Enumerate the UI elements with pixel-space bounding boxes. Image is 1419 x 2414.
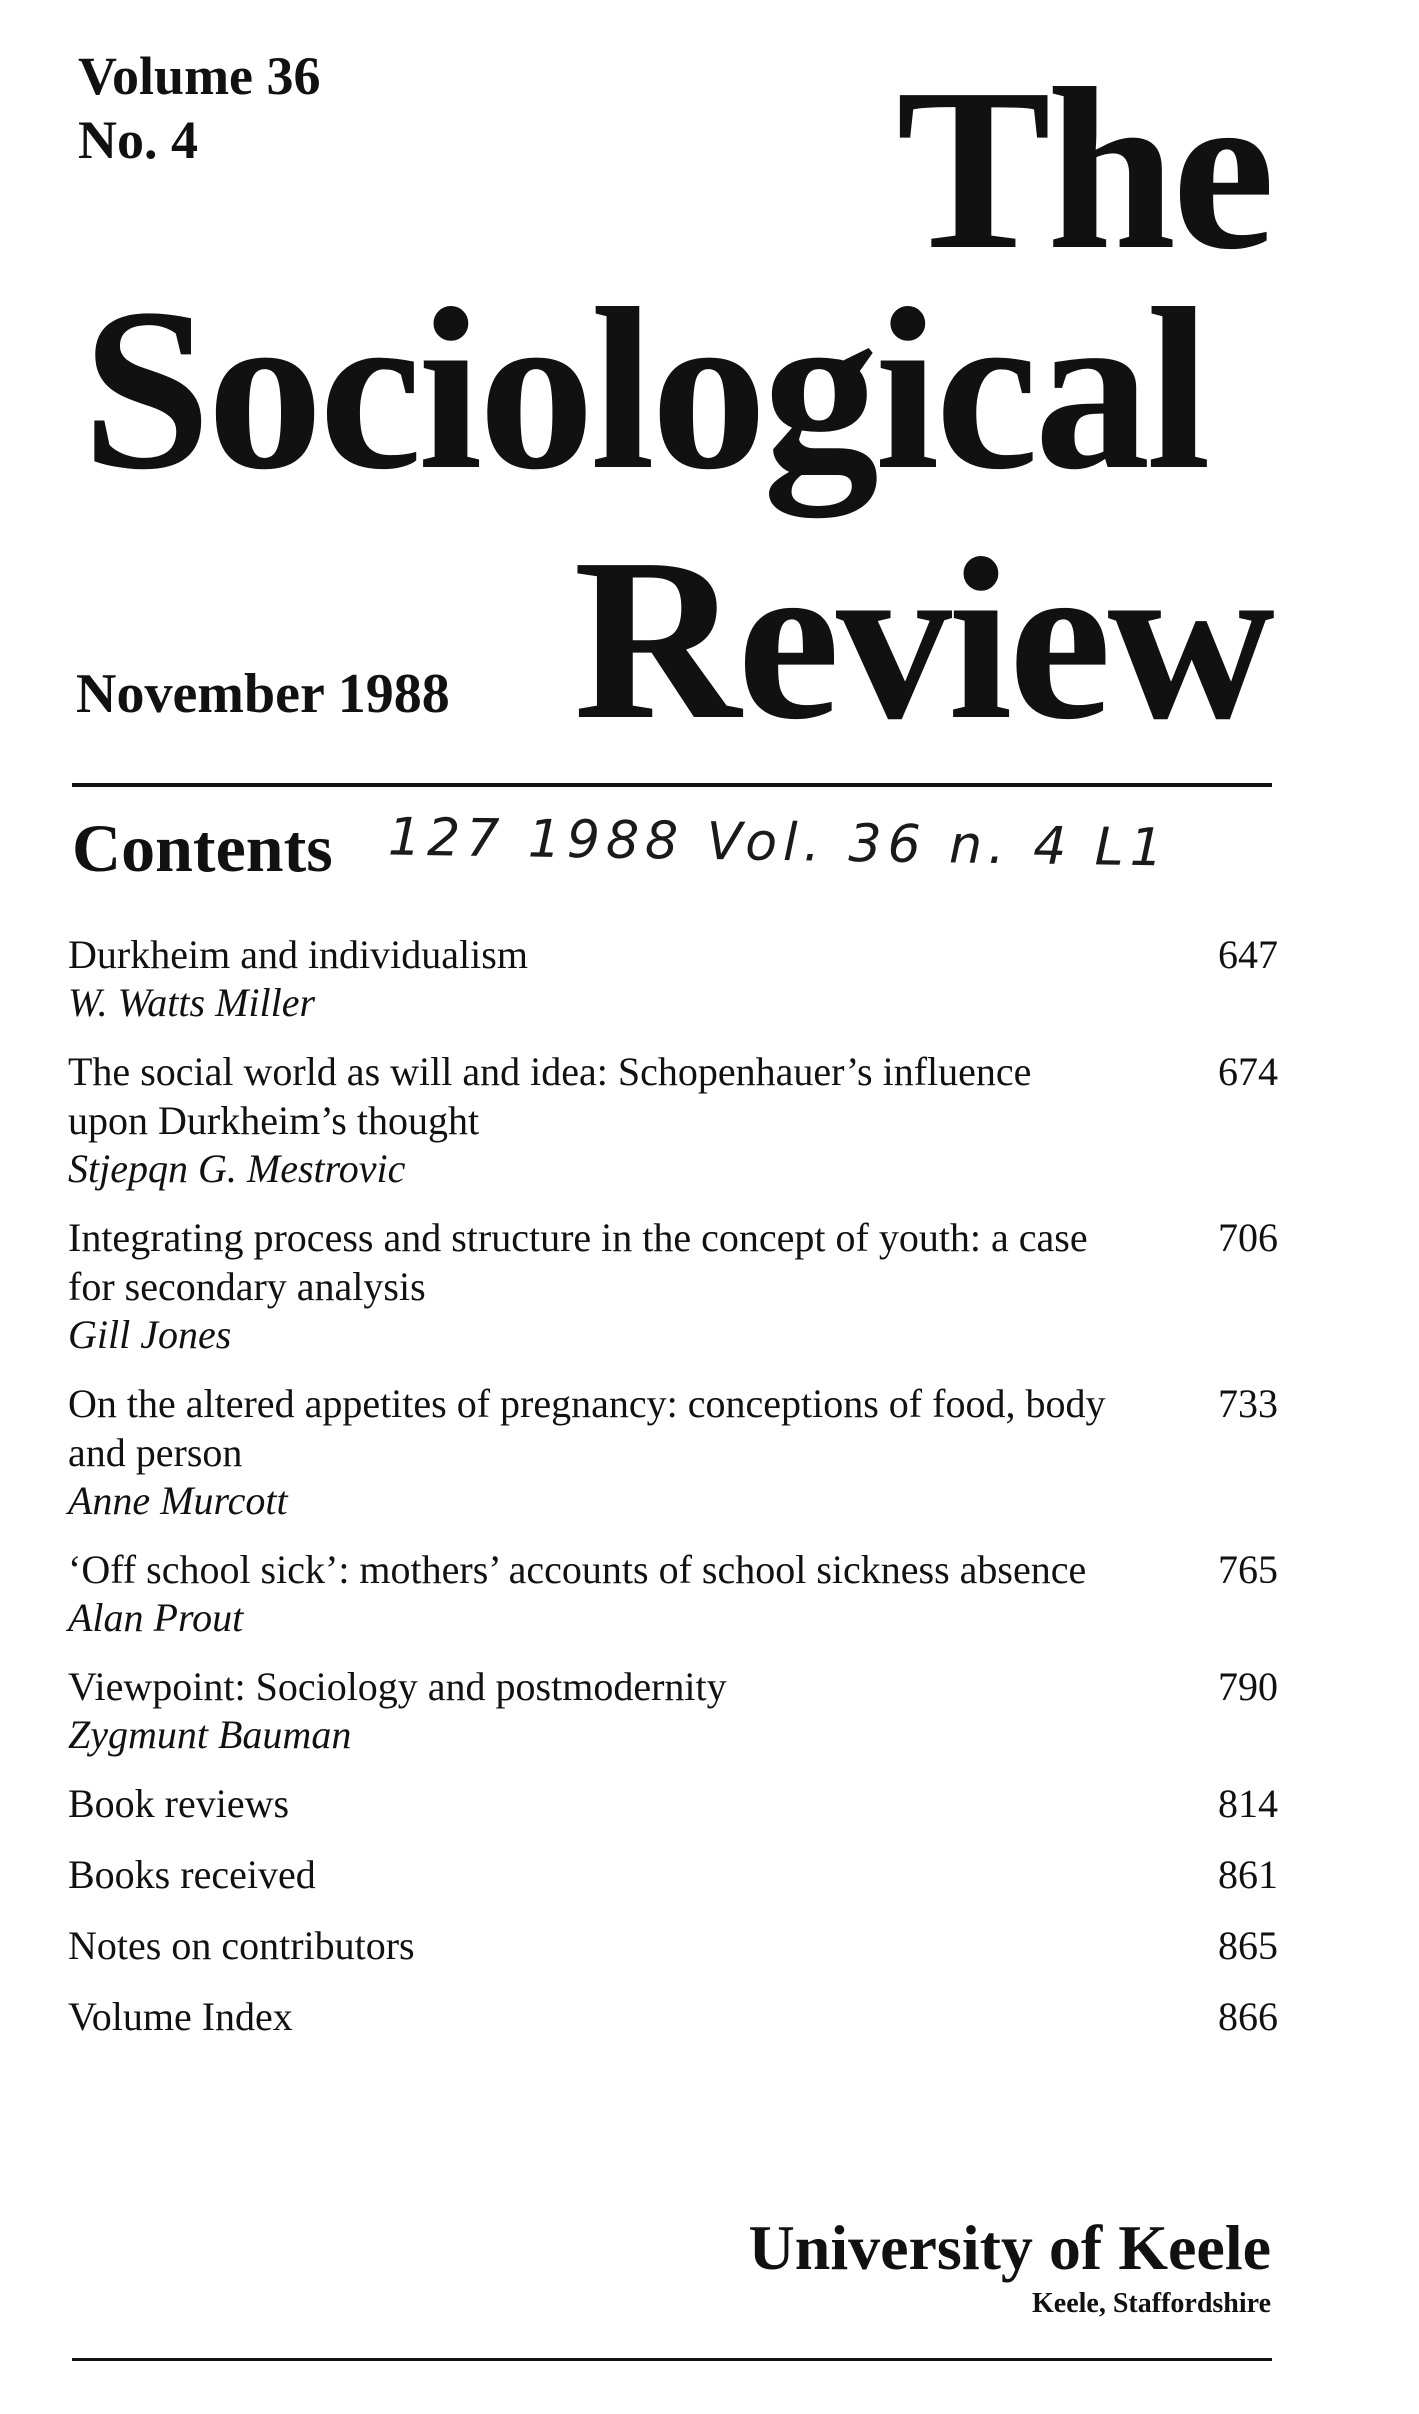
journal-title-line-1: The [896, 41, 1271, 298]
toc-entry [68, 1992, 1278, 2041]
article-author: Gill Jones [68, 1312, 232, 1357]
volume-info [78, 44, 321, 172]
article-author: Alan Prout [68, 1595, 244, 1640]
article-title: Integrating process and structure in the concept of youth: a case for secondary analysis [68, 1215, 1088, 1309]
article-title: On the altered appetites of pregnancy: conceptions of food, body and person [68, 1381, 1106, 1475]
toc-entry [68, 1662, 1278, 1759]
page-number: 861 [1218, 1852, 1278, 1897]
page-number: 790 [1218, 1664, 1278, 1709]
article-title: Viewpoint: Sociology and postmodernity [68, 1664, 727, 1709]
section-title: Books received [68, 1852, 316, 1897]
page-number: 647 [1218, 932, 1278, 977]
table-of-contents [68, 930, 1278, 2063]
volume-number: Volume 36 [78, 46, 321, 106]
toc-entry [68, 1379, 1278, 1525]
journal-title-line-2: Sociological [82, 261, 1207, 518]
article-title: ‘Off school sick’: mothers’ accounts of school sickness absence [68, 1547, 1087, 1592]
section-title: Book reviews [68, 1781, 290, 1826]
publisher-place: Keele, Staffordshire [1032, 2288, 1271, 2319]
page-number: 706 [1218, 1215, 1278, 1260]
toc-entry [68, 930, 1278, 1027]
issue-number: No. 4 [78, 110, 198, 170]
article-author: Anne Murcott [68, 1478, 288, 1523]
publisher-block [749, 2210, 1272, 2322]
article-author: W. Watts Miller [68, 980, 316, 1025]
article-title: Durkheim and individualism [68, 932, 528, 977]
toc-entry [68, 1213, 1278, 1359]
section-title: Notes on contributors [68, 1923, 415, 1968]
page-number: 765 [1218, 1547, 1278, 1592]
journal-title-line-3: Review [573, 511, 1271, 768]
publisher-name: University of Keele [748, 2212, 1271, 2283]
top-divider [72, 783, 1272, 787]
article-author: Stjepqn G. Mestrovic [68, 1146, 406, 1191]
page-number: 865 [1218, 1923, 1278, 1968]
toc-entry [68, 1921, 1278, 1970]
bottom-divider [72, 2358, 1272, 2361]
article-author: Zygmunt Bauman [68, 1712, 352, 1757]
toc-entry [68, 1545, 1278, 1642]
handwritten-catalog-note: 127 1988 Vol. 36 n. 4 L1 [387, 807, 1170, 879]
page-number: 866 [1218, 1994, 1278, 2039]
page-number: 674 [1218, 1049, 1278, 1094]
toc-entry [68, 1047, 1278, 1193]
section-title: Volume Index [68, 1994, 293, 2039]
page-number: 814 [1218, 1781, 1278, 1826]
page-number: 733 [1218, 1381, 1278, 1426]
toc-entry [68, 1779, 1278, 1828]
contents-heading: Contents [72, 810, 333, 886]
issue-date: November 1988 [76, 663, 450, 725]
article-title: The social world as will and idea: Schopenhauer’s influence upon Durkheim’s thought [68, 1049, 1032, 1143]
toc-entry [68, 1850, 1278, 1899]
